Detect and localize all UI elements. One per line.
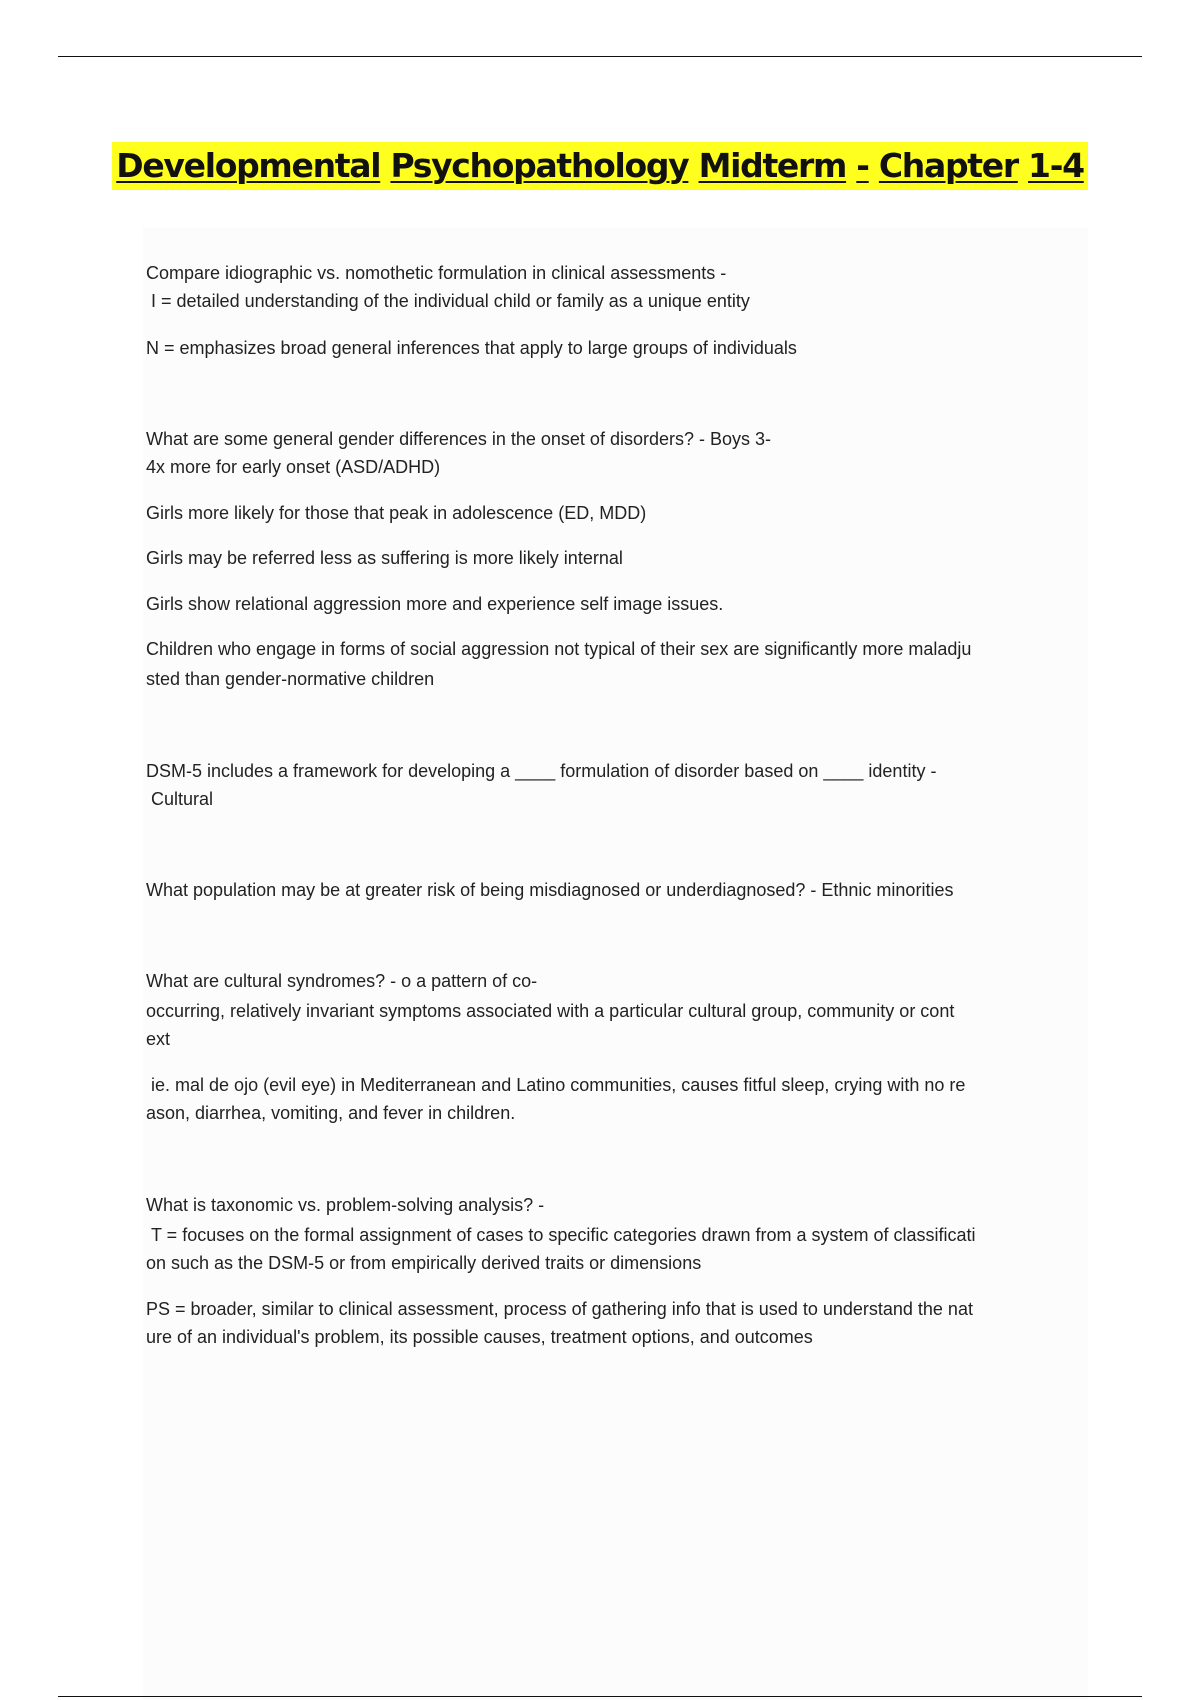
entry-2-question: What are some general gender differences in the onset of disorders? - Boys 3- bbox=[146, 429, 772, 449]
title-word: Midterm bbox=[698, 146, 847, 185]
entry-2-line-5: Children who engage in forms of social aggression not typical of their sex are significantly more maladju bbox=[146, 639, 972, 659]
entry-5-line-2: ext bbox=[146, 1029, 171, 1049]
title-wrap bbox=[0, 142, 1200, 190]
entry-5-line-1: occurring, relatively invariant symptoms associated with a particular cultural group, community or cont bbox=[146, 1001, 955, 1021]
entry-6-line-4: ure of an individual's problem, its possible causes, treatment options, and outcomes bbox=[146, 1327, 813, 1347]
title-word: Chapter bbox=[878, 146, 1018, 185]
entry-3-line-1: Cultural bbox=[146, 789, 214, 809]
entry-6-line-3: PS = broader, similar to clinical assessment, process of gathering info that is used to understand the nat bbox=[146, 1299, 973, 1319]
title-word: Developmental bbox=[116, 146, 381, 185]
entry-5-line-3: ie. mal de ojo (evil eye) in Mediterranean and Latino communities, causes fitful sleep, crying with no re bbox=[146, 1075, 966, 1095]
entry-6-line-1: T = focuses on the formal assignment of cases to specific categories drawn from a system of classificati bbox=[146, 1225, 976, 1245]
entry-2-line-4: Girls show relational aggression more and experience self image issues. bbox=[146, 594, 724, 614]
title-word: Psychopathology bbox=[390, 146, 689, 185]
bottom-rule bbox=[58, 1696, 1142, 1697]
page-title bbox=[112, 142, 1088, 190]
entry-6-question: What is taxonomic vs. problem-solving analysis? - bbox=[146, 1195, 545, 1215]
title-word: - bbox=[856, 146, 869, 185]
entry-1-line-1: I = detailed understanding of the individual child or family as a unique entity bbox=[146, 291, 750, 311]
entry-4-question: What population may be at greater risk of being misdiagnosed or underdiagnosed? - Ethnic minorities bbox=[146, 880, 954, 900]
entry-2-line-2: Girls more likely for those that peak in adolescence (ED, MDD) bbox=[146, 503, 647, 523]
title-word: 1-4 bbox=[1028, 146, 1084, 185]
entry-2-line-1: 4x more for early onset (ASD/ADHD) bbox=[146, 457, 441, 477]
entry-6-line-2: on such as the DSM-5 or from empirically derived traits or dimensions bbox=[146, 1253, 702, 1273]
entry-1-line-2: N = emphasizes broad general inferences that apply to large groups of individuals bbox=[146, 338, 797, 358]
entry-1-question: Compare idiographic vs. nomothetic formulation in clinical assessments - bbox=[146, 263, 727, 283]
entry-2-line-3: Girls may be referred less as suffering is more likely internal bbox=[146, 548, 623, 568]
entry-3-question: DSM-5 includes a framework for developing a ____ formulation of disorder based on ____ identity - bbox=[146, 761, 937, 781]
entry-5-line-4: ason, diarrhea, vomiting, and fever in children. bbox=[146, 1103, 516, 1123]
top-rule bbox=[58, 56, 1142, 57]
entry-2-line-6: sted than gender-normative children bbox=[146, 669, 435, 689]
entry-5-question: What are cultural syndromes? - o a pattern of co- bbox=[146, 971, 538, 991]
